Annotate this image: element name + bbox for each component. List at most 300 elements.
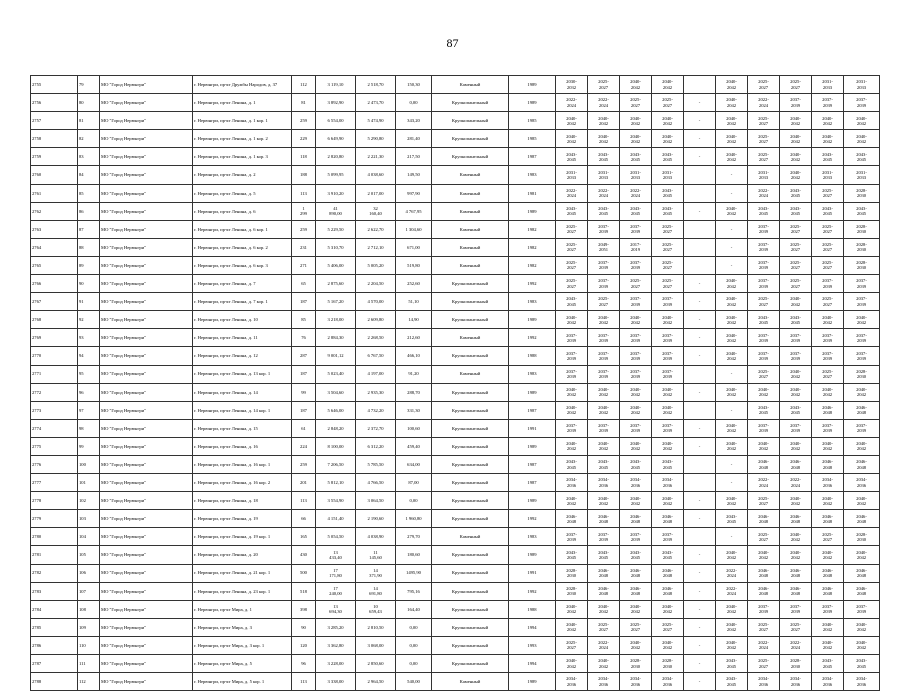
row-index-cell: 99: [78, 437, 100, 455]
period-cell: 2043- 2045: [556, 455, 588, 473]
owner-cell: МО "Город Нерюнгри": [100, 365, 193, 383]
total-area-cell: 3 285,20: [316, 618, 356, 636]
period-cell: 2025- 2027: [812, 184, 844, 202]
row-index-cell: 90: [78, 275, 100, 293]
table-row: [31, 383, 880, 401]
count-cell: 287: [292, 347, 316, 365]
period-cell: 2046- 2048: [748, 582, 780, 600]
period-cell: -: [716, 455, 748, 473]
year-built-cell: 1989: [509, 673, 556, 691]
period-cell: 2034- 2036: [748, 673, 780, 691]
living-area-cell: 2 609,80: [356, 311, 396, 329]
period-cell: 2046- 2048: [748, 564, 780, 582]
period-cell: -: [684, 564, 716, 582]
period-cell: [684, 76, 716, 94]
period-cell: -: [684, 510, 716, 528]
period-cell: 2031- 2033: [812, 76, 844, 94]
wall-material-cell: Каменный: [432, 238, 509, 256]
period-cell: 2040- 2042: [556, 112, 588, 130]
period-cell: 2034- 2036: [844, 673, 880, 691]
wall-material-cell: Крупнопанельный: [432, 492, 509, 510]
total-area-cell: 5 646,00: [316, 401, 356, 419]
period-cell: -: [684, 329, 716, 347]
year-built-cell: 1985: [509, 112, 556, 130]
address-cell: г. Нерюнгри, пр-кт Ленина, д. 6 кор. 2: [193, 238, 292, 256]
period-cell: -: [684, 419, 716, 437]
period-cell: 2043- 2045: [780, 184, 812, 202]
row-number-cell: 2763: [31, 220, 78, 238]
period-cell: 2043- 2045: [652, 148, 684, 166]
row-index-cell: 94: [78, 347, 100, 365]
row-index-cell: 92: [78, 311, 100, 329]
total-area-cell: 7 206,50: [316, 455, 356, 473]
period-cell: 2031- 2033: [748, 166, 780, 184]
table-row: [31, 347, 880, 365]
period-cell: 2046- 2048: [812, 401, 844, 419]
period-cell: 2046- 2048: [812, 564, 844, 582]
period-cell: 2046- 2048: [588, 564, 620, 582]
period-cell: 2025- 2027: [780, 76, 812, 94]
year-built-cell: 1989: [509, 311, 556, 329]
period-cell: 2037- 2039: [844, 419, 880, 437]
period-cell: 2040- 2042: [812, 636, 844, 654]
table-row: [31, 546, 880, 564]
table-row: [31, 94, 880, 112]
period-cell: -: [684, 618, 716, 636]
period-cell: 2040- 2042: [588, 655, 620, 673]
period-cell: 2025- 2027: [652, 618, 684, 636]
period-cell: 2028- 2030: [556, 582, 588, 600]
address-cell: г. Нерюнгри, пр-кт Мира, д. 5 кор. 1: [193, 673, 292, 691]
owner-cell: МО "Город Нерюнгри": [100, 437, 193, 455]
address-cell: г. Нерюнгри, пр-кт Ленина, д. 16 кор. 1: [193, 455, 292, 473]
period-cell: -: [684, 94, 716, 112]
address-cell: г. Нерюнгри, пр-кт Ленина, д. 18: [193, 492, 292, 510]
owner-cell: МО "Город Нерюнгри": [100, 202, 193, 220]
row-index-cell: 89: [78, 256, 100, 274]
period-cell: 2040- 2042: [716, 347, 748, 365]
total-area-cell: 4 151,40: [316, 510, 356, 528]
nonliving-area-cell: 459,40: [396, 437, 432, 455]
wall-material-cell: Каменный: [432, 528, 509, 546]
period-cell: 2040- 2042: [652, 311, 684, 329]
period-cell: 2040- 2042: [620, 401, 652, 419]
period-cell: 2037- 2039: [652, 347, 684, 365]
count-cell: 231: [292, 238, 316, 256]
period-cell: 2037- 2039: [556, 329, 588, 347]
period-cell: 2046- 2048: [780, 564, 812, 582]
year-built-cell: 1983: [509, 166, 556, 184]
nonliving-area-cell: 795,16: [396, 582, 432, 600]
period-cell: 2037- 2039: [812, 419, 844, 437]
total-area-cell: 3 362,80: [316, 636, 356, 654]
period-cell: 2046- 2048: [748, 455, 780, 473]
period-cell: 2040- 2042: [716, 94, 748, 112]
period-cell: 2037- 2039: [780, 329, 812, 347]
housing-register-table: [30, 75, 880, 691]
owner-cell: МО "Город Нерюнгри": [100, 166, 193, 184]
living-area-cell: 14 691,80: [356, 582, 396, 600]
total-area-cell: 5 310,70: [316, 238, 356, 256]
period-cell: 2037- 2039: [748, 275, 780, 293]
living-area-cell: 2 221,30: [356, 148, 396, 166]
period-cell: -: [684, 492, 716, 510]
nonliving-area-cell: 288,70: [396, 383, 432, 401]
period-cell: 2040- 2042: [556, 401, 588, 419]
nonliving-area-cell: 150,30: [396, 76, 432, 94]
period-cell: 2037- 2039: [780, 347, 812, 365]
period-cell: 2037- 2039: [812, 94, 844, 112]
period-cell: 2022- 2024: [556, 94, 588, 112]
period-cell: 2022- 2024: [716, 564, 748, 582]
period-cell: 2040- 2042: [556, 383, 588, 401]
row-index-cell: 87: [78, 220, 100, 238]
period-cell: 2046- 2048: [652, 510, 684, 528]
nonliving-area-cell: 281,40: [396, 130, 432, 148]
period-cell: 2037- 2039: [588, 275, 620, 293]
count-cell: 259: [292, 455, 316, 473]
table-row: [31, 492, 880, 510]
period-cell: 2037- 2039: [844, 94, 880, 112]
owner-cell: МО "Город Нерюнгри": [100, 655, 193, 673]
period-cell: 2040- 2042: [556, 130, 588, 148]
page-number: 87: [446, 36, 459, 50]
period-cell: 2022- 2024: [748, 94, 780, 112]
period-cell: 2025- 2027: [812, 256, 844, 274]
period-cell: 2031- 2033: [556, 166, 588, 184]
row-number-cell: 2755: [31, 76, 78, 94]
owner-cell: МО "Город Нерюнгри": [100, 546, 193, 564]
period-cell: 2043- 2045: [652, 455, 684, 473]
owner-cell: МО "Город Нерюнгри": [100, 673, 193, 691]
address-cell: г. Нерюнгри, пр-кт Ленина, д. 19: [193, 510, 292, 528]
period-cell: 2043- 2045: [812, 202, 844, 220]
row-index-cell: 101: [78, 474, 100, 492]
period-cell: 2046- 2048: [556, 510, 588, 528]
table-row: [31, 455, 880, 473]
period-cell: 2040- 2042: [556, 655, 588, 673]
period-cell: 2040- 2042: [780, 528, 812, 546]
period-cell: -: [716, 166, 748, 184]
count-cell: 81: [292, 94, 316, 112]
living-area-cell: 2 190,60: [356, 510, 396, 528]
period-cell: 2040- 2042: [716, 275, 748, 293]
period-cell: 2037- 2039: [652, 329, 684, 347]
period-cell: 2046- 2048: [780, 582, 812, 600]
owner-cell: МО "Город Нерюнгри": [100, 455, 193, 473]
owner-cell: МО "Город Нерюнгри": [100, 383, 193, 401]
period-cell: 2043- 2045: [844, 148, 880, 166]
period-cell: -: [684, 655, 716, 673]
row-number-cell: 2770: [31, 347, 78, 365]
period-cell: 2037- 2039: [620, 419, 652, 437]
period-cell: 2040- 2042: [812, 130, 844, 148]
wall-material-cell: Крупнопанельный: [432, 510, 509, 528]
year-built-cell: 1992: [509, 329, 556, 347]
period-cell: 2025- 2027: [812, 238, 844, 256]
period-cell: -: [716, 238, 748, 256]
period-cell: 2025- 2027: [748, 365, 780, 383]
period-cell: -: [684, 582, 716, 600]
row-number-cell: 2769: [31, 329, 78, 347]
period-cell: 2034- 2036: [812, 474, 844, 492]
table-row: [31, 600, 880, 618]
row-index-cell: 91: [78, 293, 100, 311]
period-cell: 2025- 2027: [620, 618, 652, 636]
year-built-cell: 1982: [509, 256, 556, 274]
living-area-cell: 2 473,70: [356, 94, 396, 112]
address-cell: г. Нерюнгри, пр-кт Мира, д. 3: [193, 618, 292, 636]
period-cell: 2043- 2045: [716, 673, 748, 691]
period-cell: 2046- 2048: [652, 582, 684, 600]
table-row: [31, 238, 880, 256]
year-built-cell: 1989: [509, 437, 556, 455]
total-area-cell: 2 820,80: [316, 148, 356, 166]
period-cell: 2040- 2042: [780, 383, 812, 401]
period-cell: 2043- 2045: [556, 546, 588, 564]
living-area-cell: 2 622,70: [356, 220, 396, 238]
period-cell: 2025- 2027: [620, 94, 652, 112]
address-cell: г. Нерюнгри, пр-кт Дружбы Народов, д. 37: [193, 76, 292, 94]
nonliving-area-cell: 671,00: [396, 238, 432, 256]
total-area-cell: 6 554,00: [316, 112, 356, 130]
period-cell: 2037- 2039: [748, 419, 780, 437]
wall-material-cell: Крупнопанельный: [432, 383, 509, 401]
row-number-cell: 2780: [31, 528, 78, 546]
period-cell: 2037- 2039: [748, 329, 780, 347]
owner-cell: МО "Город Нерюнгри": [100, 184, 193, 202]
period-cell: 2040- 2042: [652, 112, 684, 130]
period-cell: 2037- 2039: [812, 275, 844, 293]
total-area-cell: 5 167,20: [316, 293, 356, 311]
total-area-cell: 17 171,80: [316, 564, 356, 582]
owner-cell: МО "Город Нерюнгри": [100, 329, 193, 347]
period-cell: 2034- 2036: [588, 673, 620, 691]
nonliving-area-cell: 1 960,80: [396, 510, 432, 528]
address-cell: г. Нерюнгри, пр-кт Ленина, д. 6 кор. 1: [193, 220, 292, 238]
row-index-cell: 104: [78, 528, 100, 546]
nonliving-area-cell: 466,10: [396, 347, 432, 365]
period-cell: 2049- 2051: [588, 238, 620, 256]
table-row: [31, 582, 880, 600]
wall-material-cell: Каменный: [432, 365, 509, 383]
period-cell: 2040- 2042: [620, 130, 652, 148]
year-built-cell: 1989: [509, 383, 556, 401]
owner-cell: МО "Город Нерюнгри": [100, 347, 193, 365]
total-area-cell: 5 054,50: [316, 528, 356, 546]
nonliving-area-cell: 540,00: [396, 673, 432, 691]
period-cell: 2043- 2045: [844, 655, 880, 673]
period-cell: 2022- 2024: [780, 636, 812, 654]
row-index-cell: 82: [78, 130, 100, 148]
count-cell: 120: [292, 636, 316, 654]
period-cell: 2025- 2027: [812, 365, 844, 383]
year-built-cell: 1983: [509, 528, 556, 546]
row-index-cell: 107: [78, 582, 100, 600]
owner-cell: МО "Город Нерюнгри": [100, 130, 193, 148]
period-cell: 2040- 2042: [716, 293, 748, 311]
row-index-cell: 88: [78, 238, 100, 256]
period-cell: 2025- 2027: [748, 76, 780, 94]
nonliving-area-cell: 252,60: [396, 275, 432, 293]
period-cell: 2025- 2027: [588, 618, 620, 636]
wall-material-cell: Крупнопанельный: [432, 112, 509, 130]
period-cell: 2046- 2048: [620, 510, 652, 528]
period-cell: 2040- 2042: [780, 365, 812, 383]
year-built-cell: 1989: [509, 546, 556, 564]
period-cell: 2043- 2045: [716, 655, 748, 673]
period-cell: 2022- 2024: [748, 474, 780, 492]
row-number-cell: 2761: [31, 184, 78, 202]
period-cell: 2017- 2019: [620, 238, 652, 256]
period-cell: 2040- 2042: [844, 311, 880, 329]
period-cell: 2037- 2039: [620, 293, 652, 311]
living-area-cell: 4 197,00: [356, 365, 396, 383]
wall-material-cell: Каменный: [432, 202, 509, 220]
period-cell: 2043- 2045: [748, 311, 780, 329]
period-cell: 2040- 2042: [780, 148, 812, 166]
nonliving-area-cell: 0,00: [396, 655, 432, 673]
address-cell: г. Нерюнгри, пр-кт Ленина, д. 6 кор. 3: [193, 256, 292, 274]
count-cell: 85: [292, 311, 316, 329]
period-cell: 2040- 2042: [716, 636, 748, 654]
count-cell: 66: [292, 510, 316, 528]
period-cell: 2025- 2027: [556, 238, 588, 256]
total-area-cell: 3 910,20: [316, 184, 356, 202]
period-cell: 2040- 2042: [556, 311, 588, 329]
row-number-cell: 2767: [31, 293, 78, 311]
year-built-cell: 1988: [509, 347, 556, 365]
period-cell: 2040- 2042: [812, 311, 844, 329]
period-cell: 2046- 2048: [652, 564, 684, 582]
period-cell: 2037- 2039: [556, 419, 588, 437]
total-area-cell: 3 218,00: [316, 311, 356, 329]
period-cell: 2040- 2042: [716, 112, 748, 130]
row-number-cell: 2782: [31, 564, 78, 582]
owner-cell: МО "Город Нерюнгри": [100, 492, 193, 510]
period-cell: -: [684, 636, 716, 654]
row-index-cell: 111: [78, 655, 100, 673]
period-cell: 2034- 2036: [812, 673, 844, 691]
row-index-cell: 105: [78, 546, 100, 564]
year-built-cell: 1983: [509, 293, 556, 311]
count-cell: 112: [292, 76, 316, 94]
count-cell: 518: [292, 582, 316, 600]
row-index-cell: 84: [78, 166, 100, 184]
period-cell: 2025- 2027: [748, 492, 780, 510]
count-cell: 99: [292, 383, 316, 401]
period-cell: 2040- 2042: [780, 293, 812, 311]
period-cell: [684, 474, 716, 492]
period-cell: 2037- 2039: [780, 94, 812, 112]
period-cell: 2040- 2042: [588, 383, 620, 401]
period-cell: 2037- 2039: [652, 293, 684, 311]
table-row: [31, 166, 880, 184]
wall-material-cell: Крупнопанельный: [432, 347, 509, 365]
row-number-cell: 2786: [31, 636, 78, 654]
period-cell: 2037- 2039: [620, 329, 652, 347]
address-cell: г. Нерюнгри, пр-кт Ленина, д. 15: [193, 419, 292, 437]
row-index-cell: 100: [78, 455, 100, 473]
count-cell: 500: [292, 564, 316, 582]
period-cell: 2034- 2036: [652, 673, 684, 691]
period-cell: 2037- 2039: [556, 365, 588, 383]
total-area-cell: 5 406,00: [316, 256, 356, 274]
wall-material-cell: Крупнопанельный: [432, 546, 509, 564]
period-cell: 2040- 2042: [844, 618, 880, 636]
period-cell: 2040- 2042: [812, 112, 844, 130]
count-cell: 398: [292, 600, 316, 618]
period-cell: 2037- 2039: [812, 329, 844, 347]
period-cell: 2028- 2030: [844, 238, 880, 256]
owner-cell: МО "Город Нерюнгри": [100, 238, 193, 256]
row-number-cell: 2776: [31, 455, 78, 473]
owner-cell: МО "Город Нерюнгри": [100, 293, 193, 311]
wall-material-cell: Каменный: [432, 76, 509, 94]
period-cell: 2043- 2045: [588, 202, 620, 220]
living-area-cell: 5 005,20: [356, 256, 396, 274]
living-area-cell: 5 474,90: [356, 112, 396, 130]
living-area-cell: 2 372,70: [356, 419, 396, 437]
wall-material-cell: Крупнопанельный: [432, 474, 509, 492]
total-area-cell: 3 892,90: [316, 94, 356, 112]
nonliving-area-cell: 217,50: [396, 148, 432, 166]
wall-material-cell: Крупнопанельный: [432, 401, 509, 419]
nonliving-area-cell: 87,00: [396, 474, 432, 492]
period-cell: 2040- 2042: [844, 492, 880, 510]
period-cell: 2025- 2027: [652, 275, 684, 293]
period-cell: 2034- 2036: [780, 673, 812, 691]
period-cell: 2040- 2042: [588, 600, 620, 618]
period-cell: 2040- 2042: [620, 311, 652, 329]
living-area-cell: 4 038,60: [356, 166, 396, 184]
period-cell: 2046- 2048: [780, 510, 812, 528]
year-built-cell: 1993: [509, 636, 556, 654]
row-index-cell: 98: [78, 419, 100, 437]
period-cell: [684, 365, 716, 383]
year-built-cell: 1987: [509, 148, 556, 166]
period-cell: 2025- 2027: [748, 130, 780, 148]
period-cell: -: [716, 220, 748, 238]
period-cell: 2040- 2042: [716, 148, 748, 166]
living-area-cell: 4 732,20: [356, 401, 396, 419]
address-cell: г. Нерюнгри, пр-кт Ленина, д. 10: [193, 311, 292, 329]
period-cell: 2040- 2042: [748, 437, 780, 455]
period-cell: 2034- 2036: [652, 474, 684, 492]
nonliving-area-cell: 634,00: [396, 455, 432, 473]
period-cell: 2034- 2036: [844, 474, 880, 492]
row-number-cell: 2756: [31, 94, 78, 112]
period-cell: 2040- 2042: [844, 130, 880, 148]
period-cell: 2034- 2036: [588, 474, 620, 492]
period-cell: 2037- 2039: [620, 365, 652, 383]
period-cell: 2046- 2048: [588, 582, 620, 600]
period-cell: 2046- 2048: [844, 564, 880, 582]
period-cell: 2025- 2027: [556, 275, 588, 293]
year-built-cell: 1982: [509, 238, 556, 256]
period-cell: 2028- 2030: [652, 655, 684, 673]
row-index-cell: 103: [78, 510, 100, 528]
row-number-cell: 2788: [31, 673, 78, 691]
period-cell: 2040- 2042: [716, 419, 748, 437]
owner-cell: МО "Город Нерюнгри": [100, 618, 193, 636]
period-cell: 2040- 2042: [748, 383, 780, 401]
year-built-cell: 1994: [509, 618, 556, 636]
period-cell: 2031- 2033: [652, 166, 684, 184]
total-area-cell: 3 119,10: [316, 76, 356, 94]
period-cell: 2046- 2048: [844, 510, 880, 528]
row-number-cell: 2768: [31, 311, 78, 329]
